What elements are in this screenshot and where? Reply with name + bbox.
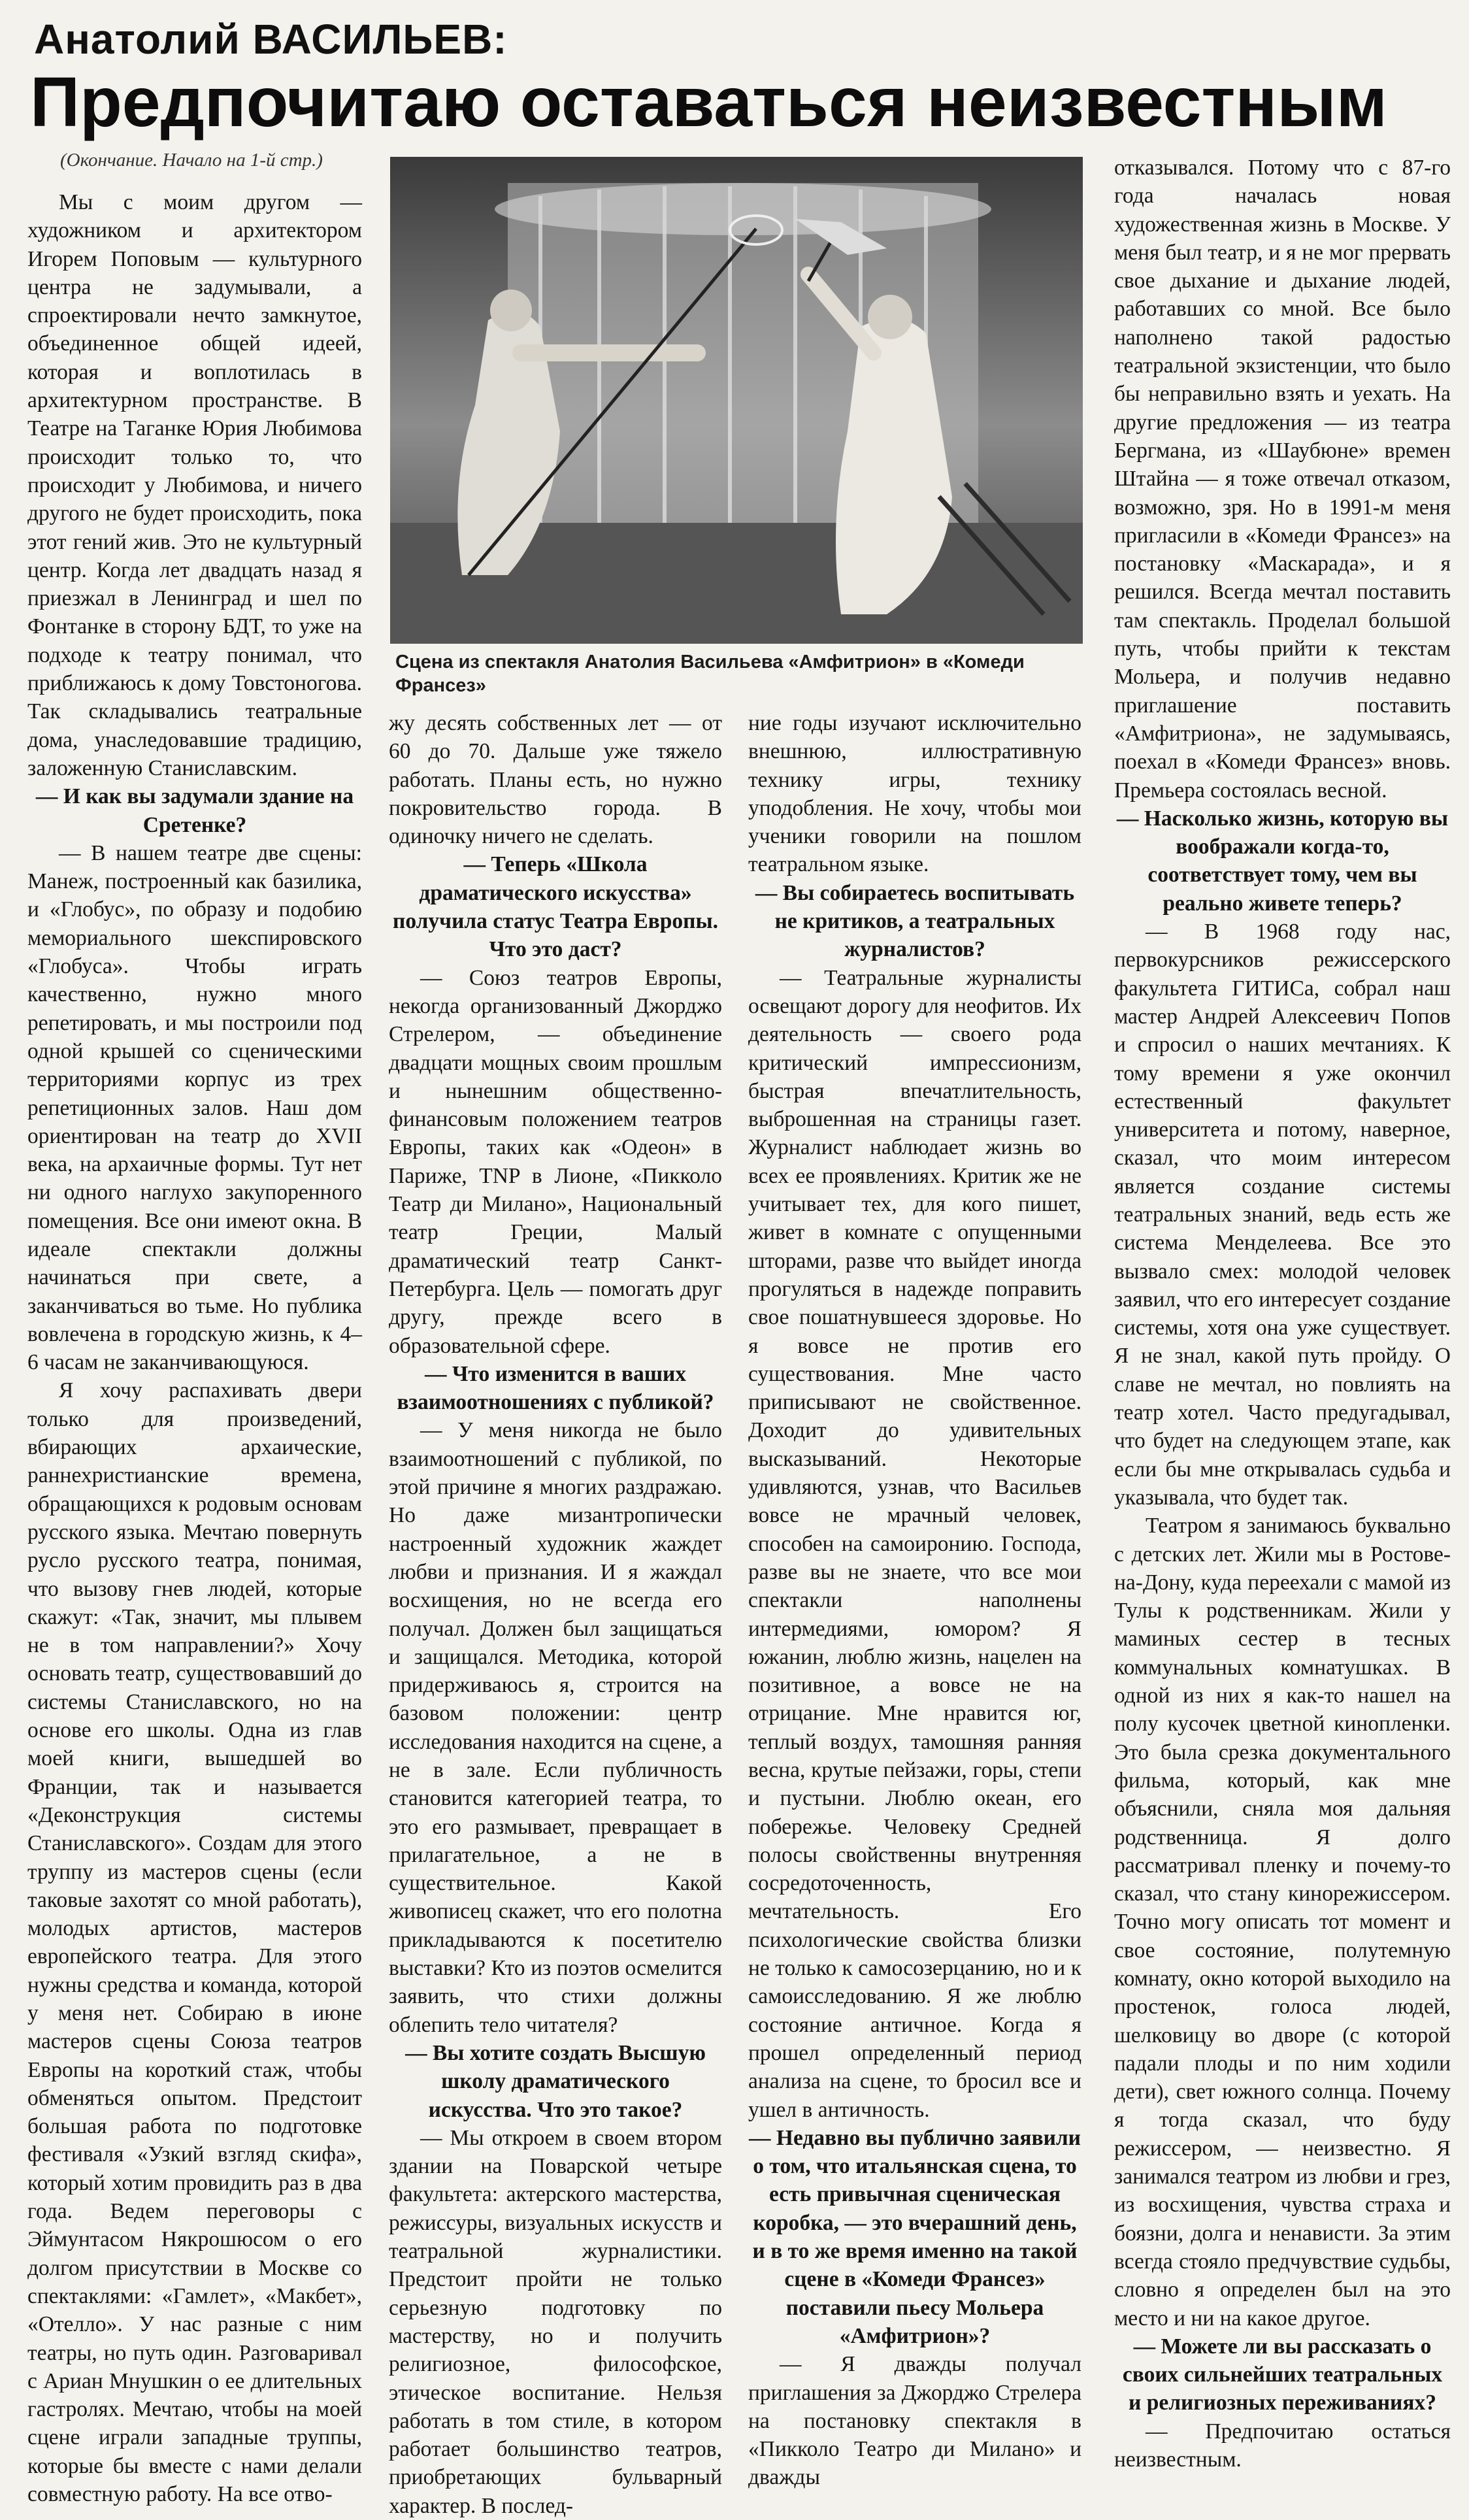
text-column-2 — [389, 709, 722, 2520]
interview-question: — Вы хотите создать Высшую школу драматического искусства. Что это такое? — [405, 2040, 706, 2122]
photo-caption: Сцена из спектакля Анатолия Васильева «Амфитрион» в «Комеди Франсез» — [395, 652, 1025, 696]
article-paragraph: Мы с моим другом — художником и архитектором Игорем Поповым — культурного центра не задумывали, а спроектировали нечто замкнутое, объединенное общей идеей, которая и воплотилась в архитектурном пространстве. В Театре на Таганке Юрия Любимова происходит только то, что происходит у Любимова, и ничего другого не будет происходить, пока этот гений жив. Это не культурный центр. Когда лет двадцать назад я приезжал в Ленинград и шел по Фонтанке в сторону БДТ, то уже на подходе к театру понимал, что приближаюсь к дому Товстоногова. Так складывались театральные дома, унаследовавшие традицию, заложенную Станиславским. — [27, 190, 362, 780]
article-paragraph: жу десять собственных лет — от 60 до 70. Дальше уже тяжело работать. Планы есть, но нужно покровительство города. В одиночку ничего не сделать. — [389, 711, 722, 849]
interview-question: — Насколько жизнь, которую вы воображали когда-то, соответствует тому, чем вы реально живете теперь? — [1116, 806, 1449, 916]
text-column-1 — [27, 188, 362, 2508]
interview-question: — И как вы задумали здание на Сретенке? — [35, 784, 354, 837]
article-paragraph: — В нашем театре две сцены: Манеж, построенный как базилика, и «Глобус», по образу и подобию мемориального шекспировского «Глобуса». Чтобы играть качественно, нужно много репетировать, и мы построили под одной крышей со сценическими территориями корпус из трех репетиционных залов. Наш дом ориентирован на театр до XVII века, на архаичные формы. Тут нет ни одного наглухо закупоренного помещения. Все они имеют окна. В идеале спектакли должны начинаться при свете, а заканчиваться во тьме. Но публика вовлечена в городскую жизнь, к 4–6 часам не заканчивающуюся. — [27, 840, 362, 1375]
article-paragraph: — Мы откроем в своем втором здании на Поварской четыре факультета: актерского мастерства, режиссуры, визуальных искусств и театральной журналистики. Предстоит пройти не только серьезную подготовку по мастерству, но и получить религиозное, философское, этическое воспитание. Нельзя работать в том стиле, в котором работает большинство театров, приобретающих бульварный характер. В послед- — [389, 2125, 722, 2518]
article-paragraph: Театром я занимаюсь буквально с детских лет. Жили мы в Ростове-на-Дону, куда переехали с мамой из Тулы к родственникам. Жили у маминых сестер в тесных коммунальных комнатушках. В одной из них я как-то нашел на полу кусочек цветной кинопленки. Это была срезка документального фильма, который, как мне объяснили, сняла моя дальняя родственница. Я долго рассматривал пленку и почему-то сказал, что стану кинорежиссером. Точно могу описать тот момент и свое состояние, полутемную комнату, окно которой выходило на простенок, голоса людей, шелковицу во дворе (с которой падали плоды и по ним ходили дети), свет южного солнца. Почему я тогда сказал, что буду режиссером, — неизвестно. Я занимался театром из любви и грез, из восхищения, чувства страха и боязни, долга и ненависти. За этим всегда стояло предчувствие судьбы, словно я определен был на это место и ни на какое другое. — [1114, 1514, 1451, 2330]
text-column-4 — [1114, 154, 1451, 2474]
article-kicker: Анатолий ВАСИЛЬЕВ: — [34, 16, 508, 63]
stage-scene-illustration — [390, 157, 1083, 644]
article-paragraph: — У меня никогда не было взаимоотношений с публикой, по этой причине я многих раздражаю. Но даже мизантропически настроенный художник жаждет любви и признания. И я жаждал восхищения, но не всегда его получал. Должен был защищаться и защищался. Методика, которой придерживаюсь я, строится на базовом положении: центр исследования находится на сцене, а не в зале. Если публичность становится категорией театра, то это его размывает, превращает в прилагательное, а не в существительное. Какой живописец скажет, что его полотна прикладываются к посетителю выставки? Кто из поэтов осмелится заявить, что стихи должны облепить тело читателя? — [389, 1418, 722, 2037]
article-paragraph: — В 1968 году нас, первокурсников режиссерского факультета ГИТИСа, собрал наш мастер Андрей Алексеевич Попов и спросил о наших мечтаниях. К тому времени я уже окончил естественный факультет университета и потому, наверное, сказал, что моим интересом является создание системы театральных знаний, ведь есть же система Менделеева. Все это вызвало смех: молодой человек заявил, что его интересует создание системы, хотя она уже существует. Я не знал, какой путь пройду. О славе не мечтал, но повлиять на театр хотел. Часто предугадывал, что будет на следующем этапе, как если бы мне открывалась судьба и указывала, что будет так. — [1114, 920, 1451, 1510]
interview-question: — Что изменится в ваших взаимоотношениях с публикой? — [397, 1361, 714, 1415]
article-paragraph: — Я дважды получал приглашения за Джорджо Стрелера на постановку спектакля в «Пикколо Театро ди Милано» и дважды — [748, 2352, 1081, 2490]
article-paragraph: — Театральные журналисты освещают дорогу для неофитов. Их деятельность — своего рода критический импрессионизм, быстрая впечатлительность, выброшенная на страницы газет. Журналист наблюдает жизнь во всех ее проявлениях. Критик же не учитывает тех, для кого пишет, живет в комнате с опущенными шторами, разве что выйдет иногда прогуляться в надежде поправить свое пошатнувшееся здоровье. Но я вовсе не против его существования. Мне часто приписывают не свойственное. Доходит до удивительных высказываний. Некоторые удивляются, узнав, что Васильев вовсе не мрачный человек, способен на самоиронию. Господа, разве вы не знаете, что все мои спектакли наполнены интермедиями, юмором? Я южанин, люблю жизнь, нацелен на позитивное, а вовсе не на отрицание. Мне нравится юг, теплый воздух, тамошняя ранняя весна, крутые пейзажи, горы, степи и пустыни. Люблю океан, его побережье. Человеку Средней полосы свойственны внутренняя сосредоточенность, мечтательность. Его психологические свойства близки не только к самосозерцанию, но и к самоисследованию. Я же люблю состояние античное. Когда я прошел определенный период анализа на сцене, то бросил все и ушел в античность. — [748, 965, 1081, 2122]
interview-question: — Можете ли вы рассказать о своих сильнейших театральных и религиозных переживаниях? — [1122, 2334, 1443, 2415]
article-headline: Предпочитаю оставаться неизвестным — [30, 62, 1387, 141]
article-paragraph: — Предпочитаю остаться неизвестным. — [1114, 2419, 1451, 2472]
interview-question: — Вы собираетесь воспитывать не критиков, а театральных журналистов? — [755, 880, 1075, 962]
interview-question: — Теперь «Школа драматического искусства» получила статус Театра Европы. Что это даст? — [393, 852, 718, 962]
continuation-note: (Окончание. Начало на 1-й стр.) — [60, 150, 323, 171]
article-paragraph: — Союз театров Европы, некогда организованный Джорджо Стрелером, — объединение двадцати мощных своим прошлым и нынешним общественно-финансовым положением театров Европы, таких как «Одеон» в Париже, TNP в Лионе, «Пикколо Театр ди Милано», Национальный театр Греции, Малый драматический театр Санкт-Петербурга. Цель — помогать друг другу, прежде всего в образовательной сфере. — [389, 965, 722, 1358]
article-paragraph: Я хочу распахивать двери только для произведений, вбирающих архаические, раннехристианские времена, обращающихся к родовым основам русского языка. Мечтаю повернуть русло русского театра, понимая, что вызову гнев людей, которые скажут: «Так, значит, мы плывем не в том направлении?» Хочу основать театр, существовавший до системы Станиславского, но на основе его школы. Одна из глав моей книги, вышедшей во Франции, так и называется «Деконструкция системы Станиславского». Создам для этого труппу из мастеров сцены (если таковые захотят со мной работать), молодых артистов, мастеров европейского театра. Для этого нужны средства и команда, которой у меня нет. Собираю в июне мастеров сцены Союза театров Европы на короткий стаж, чтобы обменяться опытом. Предстоит большая работа по подготовке фестиваля «Узкий взгляд скифа», который хотим провидить раз в два года. Ведем переговоры с Эймунтасом Някрошюсом о его долгом присутствии в Москве со спектаклями: «Гамлет», «Макбет», «Отелло». У нас разные с ним театры, но путь один. Разговаривал с Ариан Мнушкин о ее длительных гастролях. Мечтаю, чтобы на моей сцене играли западные труппы, которые бы вместе с нами делали совместную работу. На все отво- — [27, 1378, 362, 2507]
article-paragraph: отказывался. Потому что с 87-го года началась новая художественная жизнь в Москве. У меня был театр, и я не мог прервать свое дыхание и дыхание людей, работавших со мной. Все было наполнено такой радостью театральной экзистенции, что было бы неправильно взять и уехать. На другие предложения — из театра Бергмана, из «Шаубюне» времен Штайна — я тоже отвечал отказом, возможно, зря. Но в 1991-м меня пригласили в «Комеди Франсез» на постановку «Маскарада», и я решился. Всегда мечтал поставить там спектакль. Проделал большой путь, чтобы прийти к текстам Мольера, и получив недавно приглашение поставить «Амфитриона», не задумываясь, поехал в «Комеди Франсез» вновь. Премьера состоялась весной. — [1114, 156, 1451, 803]
article-paragraph: ние годы изучают исключительно внешнюю, иллюстративную технику игры, технику уподобления. Не хочу, чтобы мои ученики говорили на пошлом театральном языке. — [748, 711, 1081, 877]
interview-question: — Недавно вы публично заявили о том, что итальянская сцена, то есть привычная сценическая коробка, — это вчерашний день, и в то же время именно на такой сцене в «Комеди Франсез» поставили пьесу Мольера «Амфитрион»? — [749, 2125, 1081, 2348]
article-photo — [390, 157, 1083, 644]
text-column-3 — [748, 709, 1081, 2492]
